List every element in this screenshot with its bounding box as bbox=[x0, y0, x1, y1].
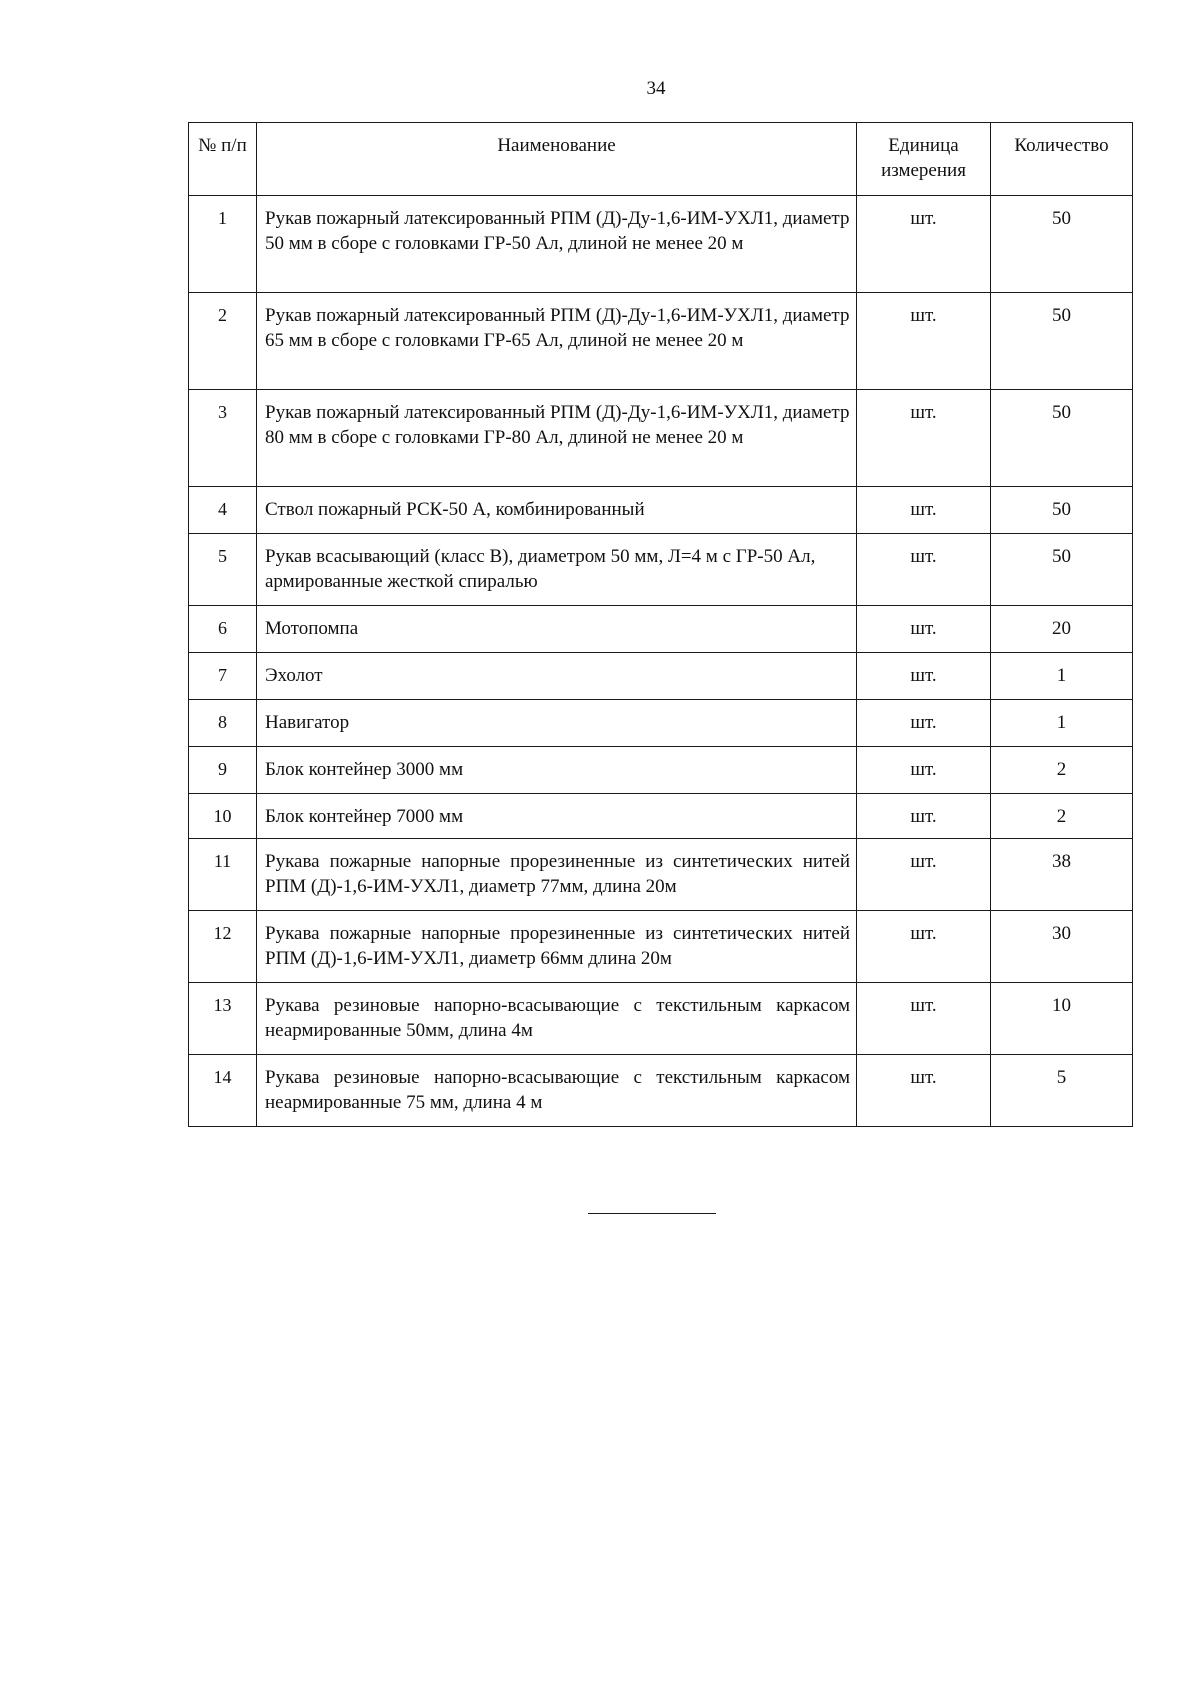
table-body bbox=[189, 196, 1133, 1127]
row-name: Рукава резиновые напорно-всасывающие с текстильным каркасом неармированные 75 мм, длина 4 м bbox=[257, 1055, 857, 1127]
row-name: Рукав всасывающий (класс В), диаметром 50 мм, Л=4 м с ГР-50 Ал, армированные жесткой спиралью bbox=[257, 534, 857, 606]
row-num: 12 bbox=[189, 911, 257, 983]
row-num: 14 bbox=[189, 1055, 257, 1127]
row-name: Мотопомпа bbox=[257, 606, 857, 653]
row-num: 1 bbox=[189, 196, 257, 293]
row-name: Рукава пожарные напорные прорезиненные из синтетических нитей РПМ (Д)-1,6-ИМ-УХЛ1, диаметр 77мм, длина 20м bbox=[257, 839, 857, 911]
row-qty: 5 bbox=[991, 1055, 1133, 1127]
row-name: Блок контейнер 7000 мм bbox=[257, 794, 857, 839]
row-num: 11 bbox=[189, 839, 257, 911]
row-unit: шт. bbox=[857, 293, 991, 390]
row-name: Эхолот bbox=[257, 653, 857, 700]
table-row bbox=[189, 747, 1133, 794]
header-qty: Количество bbox=[991, 123, 1133, 196]
table-row bbox=[189, 606, 1133, 653]
header-name: Наименование bbox=[257, 123, 857, 196]
row-unit: шт. bbox=[857, 653, 991, 700]
row-unit: шт. bbox=[857, 1055, 991, 1127]
header-num: № п/п bbox=[189, 123, 257, 196]
row-qty: 20 bbox=[991, 606, 1133, 653]
row-num: 3 bbox=[189, 390, 257, 487]
row-unit: шт. bbox=[857, 794, 991, 839]
row-num: 2 bbox=[189, 293, 257, 390]
page-number: 34 bbox=[646, 78, 666, 99]
table-row bbox=[189, 534, 1133, 606]
row-qty: 50 bbox=[991, 487, 1133, 534]
row-unit: шт. bbox=[857, 487, 991, 534]
row-unit: шт. bbox=[857, 911, 991, 983]
row-name: Блок контейнер 3000 мм bbox=[257, 747, 857, 794]
row-name: Рукава резиновые напорно-всасывающие с текстильным каркасом неармированные 50мм, длина 4м bbox=[257, 983, 857, 1055]
row-qty: 50 bbox=[991, 390, 1133, 487]
items-table bbox=[188, 122, 1133, 1127]
row-name: Ствол пожарный РСК-50 А, комбинированный bbox=[257, 487, 857, 534]
row-name: Рукав пожарный латексированный РПМ (Д)-Ду-1,6-ИМ-УХЛ1, диаметр 80 мм в сборе с головками ГР-80 Ал, длиной не менее 20 м bbox=[257, 390, 857, 487]
row-qty: 1 bbox=[991, 653, 1133, 700]
table-row bbox=[189, 983, 1133, 1055]
table-row bbox=[189, 839, 1133, 911]
end-divider-line bbox=[588, 1213, 716, 1214]
row-num: 8 bbox=[189, 700, 257, 747]
row-num: 7 bbox=[189, 653, 257, 700]
table-row bbox=[189, 1055, 1133, 1127]
row-unit: шт. bbox=[857, 534, 991, 606]
row-qty: 1 bbox=[991, 700, 1133, 747]
table-row bbox=[189, 196, 1133, 293]
table-row bbox=[189, 293, 1133, 390]
row-num: 13 bbox=[189, 983, 257, 1055]
table-header-row bbox=[189, 123, 1133, 196]
header-unit: Единица измерения bbox=[857, 123, 991, 196]
row-unit: шт. bbox=[857, 606, 991, 653]
row-qty: 38 bbox=[991, 839, 1133, 911]
row-qty: 50 bbox=[991, 534, 1133, 606]
table-row bbox=[189, 911, 1133, 983]
row-unit: шт. bbox=[857, 700, 991, 747]
row-name: Рукав пожарный латексированный РПМ (Д)-Ду-1,6-ИМ-УХЛ1, диаметр 50 мм в сборе с головками ГР-50 Ал, длиной не менее 20 м bbox=[257, 196, 857, 293]
row-unit: шт. bbox=[857, 390, 991, 487]
row-qty: 50 bbox=[991, 196, 1133, 293]
table-row bbox=[189, 390, 1133, 487]
table-row bbox=[189, 487, 1133, 534]
row-name: Навигатор bbox=[257, 700, 857, 747]
row-qty: 30 bbox=[991, 911, 1133, 983]
row-unit: шт. bbox=[857, 747, 991, 794]
row-qty: 2 bbox=[991, 747, 1133, 794]
row-unit: шт. bbox=[857, 196, 991, 293]
row-num: 6 bbox=[189, 606, 257, 653]
row-num: 9 bbox=[189, 747, 257, 794]
row-name: Рукав пожарный латексированный РПМ (Д)-Ду-1,6-ИМ-УХЛ1, диаметр 65 мм в сборе с головками ГР-65 Ал, длиной не менее 20 м bbox=[257, 293, 857, 390]
row-qty: 2 bbox=[991, 794, 1133, 839]
row-qty: 50 bbox=[991, 293, 1133, 390]
table-row bbox=[189, 653, 1133, 700]
row-num: 5 bbox=[189, 534, 257, 606]
row-unit: шт. bbox=[857, 983, 991, 1055]
row-unit: шт. bbox=[857, 839, 991, 911]
row-num: 4 bbox=[189, 487, 257, 534]
row-qty: 10 bbox=[991, 983, 1133, 1055]
table-row bbox=[189, 794, 1133, 839]
table-row bbox=[189, 700, 1133, 747]
row-num: 10 bbox=[189, 794, 257, 839]
row-name: Рукава пожарные напорные прорезиненные из синтетических нитей РПМ (Д)-1,6-ИМ-УХЛ1, диаметр 66мм длина 20м bbox=[257, 911, 857, 983]
